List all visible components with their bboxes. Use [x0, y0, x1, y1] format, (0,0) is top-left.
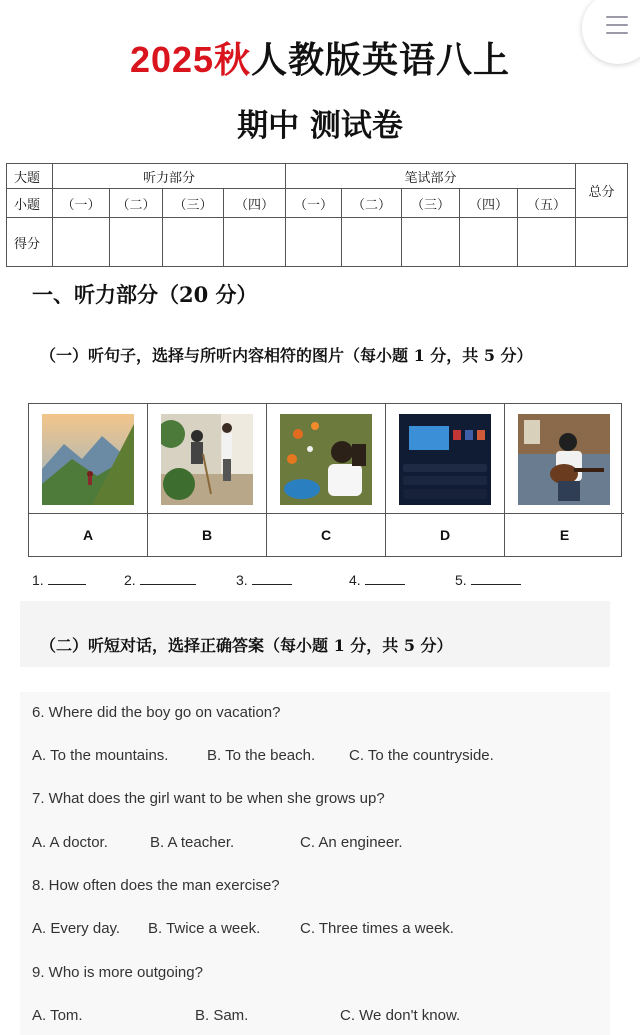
picture-cell-e	[505, 404, 624, 514]
writing-part: （一）	[286, 189, 342, 218]
option-7a[interactable]: A. A doctor.	[32, 834, 108, 851]
score-cell[interactable]	[460, 218, 518, 267]
answer-blank[interactable]	[140, 575, 196, 585]
writing-part: （五）	[518, 189, 576, 218]
score-cell[interactable]	[110, 218, 163, 267]
option-8c[interactable]: C. Three times a week.	[300, 920, 454, 937]
score-cell[interactable]	[518, 218, 576, 267]
writing-part: （二）	[342, 189, 402, 218]
writing-part: （三）	[402, 189, 460, 218]
answer-1: 1.	[32, 572, 86, 588]
option-6a[interactable]: A. To the mountains.	[32, 747, 169, 764]
header-major: 大题	[7, 164, 53, 189]
score-cell[interactable]	[224, 218, 286, 267]
answer-4: 4.	[349, 572, 405, 588]
picture-label: D	[386, 514, 505, 557]
option-8b[interactable]: B. Twice a week.	[148, 920, 261, 937]
part1-instruction: （一）听句子，选择与所听内容相符的图片（每小题 1 分，共 5 分）	[40, 346, 533, 365]
picture-label: A	[29, 514, 148, 557]
picture-cell-c	[267, 404, 386, 514]
answer-2: 2.	[124, 572, 196, 588]
picture-label: C	[267, 514, 386, 557]
row-minor-label: 小题	[7, 189, 53, 218]
picture-label: B	[148, 514, 267, 557]
sweeping-floor-icon	[161, 414, 253, 505]
picture-label: E	[559, 527, 570, 543]
question-9: 9. Who is more outgoing?	[32, 964, 203, 981]
score-table	[6, 163, 628, 267]
answer-3: 3.	[236, 572, 292, 588]
question-6: 6. Where did the boy go on vacation?	[32, 704, 281, 721]
option-6b[interactable]: B. To the beach.	[207, 747, 316, 764]
listening-part: （二）	[110, 189, 163, 218]
answer-5: 5.	[455, 572, 521, 588]
score-cell[interactable]	[53, 218, 110, 267]
page-subtitle: 期中 测试卷	[237, 108, 403, 144]
mountain-hiking-icon	[42, 414, 134, 505]
movie-theater-icon	[399, 414, 491, 505]
writing-part: （四）	[460, 189, 518, 218]
option-7b[interactable]: B. A teacher.	[150, 834, 235, 851]
picture-cell-b	[148, 404, 267, 514]
part2-instruction: （二）听短对话，选择正确答案（每小题 1 分，共 5 分）	[40, 636, 453, 655]
score-cell[interactable]	[402, 218, 460, 267]
feeding-fish-icon	[280, 414, 372, 505]
questions-area	[20, 692, 610, 1035]
picture-table	[28, 403, 622, 557]
option-9a[interactable]: A. Tom.	[32, 1007, 83, 1024]
playing-guitar-icon	[518, 414, 610, 505]
answer-blank[interactable]	[471, 575, 521, 585]
option-9c[interactable]: C. We don't know.	[340, 1007, 461, 1024]
option-8a[interactable]: A. Every day.	[32, 920, 121, 937]
score-cell[interactable]	[286, 218, 342, 267]
score-cell[interactable]	[163, 218, 224, 267]
menu-icon	[606, 16, 628, 18]
score-cell[interactable]	[342, 218, 402, 267]
picture-cell-d	[386, 404, 505, 514]
header-writing: 笔试部分	[286, 164, 576, 189]
option-6c[interactable]: C. To the countryside.	[349, 747, 494, 764]
answer-blank[interactable]	[365, 575, 405, 585]
question-7: 7. What does the girl want to be when she grows up?	[32, 790, 385, 807]
header-listening: 听力部分	[53, 164, 286, 189]
page-title: 2025秋人教版英语八上	[129, 39, 511, 81]
listening-part: （一）	[53, 189, 110, 218]
option-7c[interactable]: C. An engineer.	[300, 834, 403, 851]
listening-part: （三）	[163, 189, 224, 218]
picture-cell-a	[29, 404, 148, 514]
header-total: 总分	[576, 164, 628, 218]
score-cell[interactable]	[576, 218, 628, 267]
section-listening-title: 一、听力部分（20 分）	[32, 282, 258, 307]
answer-blank[interactable]	[252, 575, 292, 585]
question-8: 8. How often does the man exercise?	[32, 877, 280, 894]
answer-blank[interactable]	[48, 575, 86, 585]
row-score-label: 得分	[7, 218, 53, 267]
listening-part: （四）	[224, 189, 286, 218]
option-9b[interactable]: B. Sam.	[195, 1007, 249, 1024]
